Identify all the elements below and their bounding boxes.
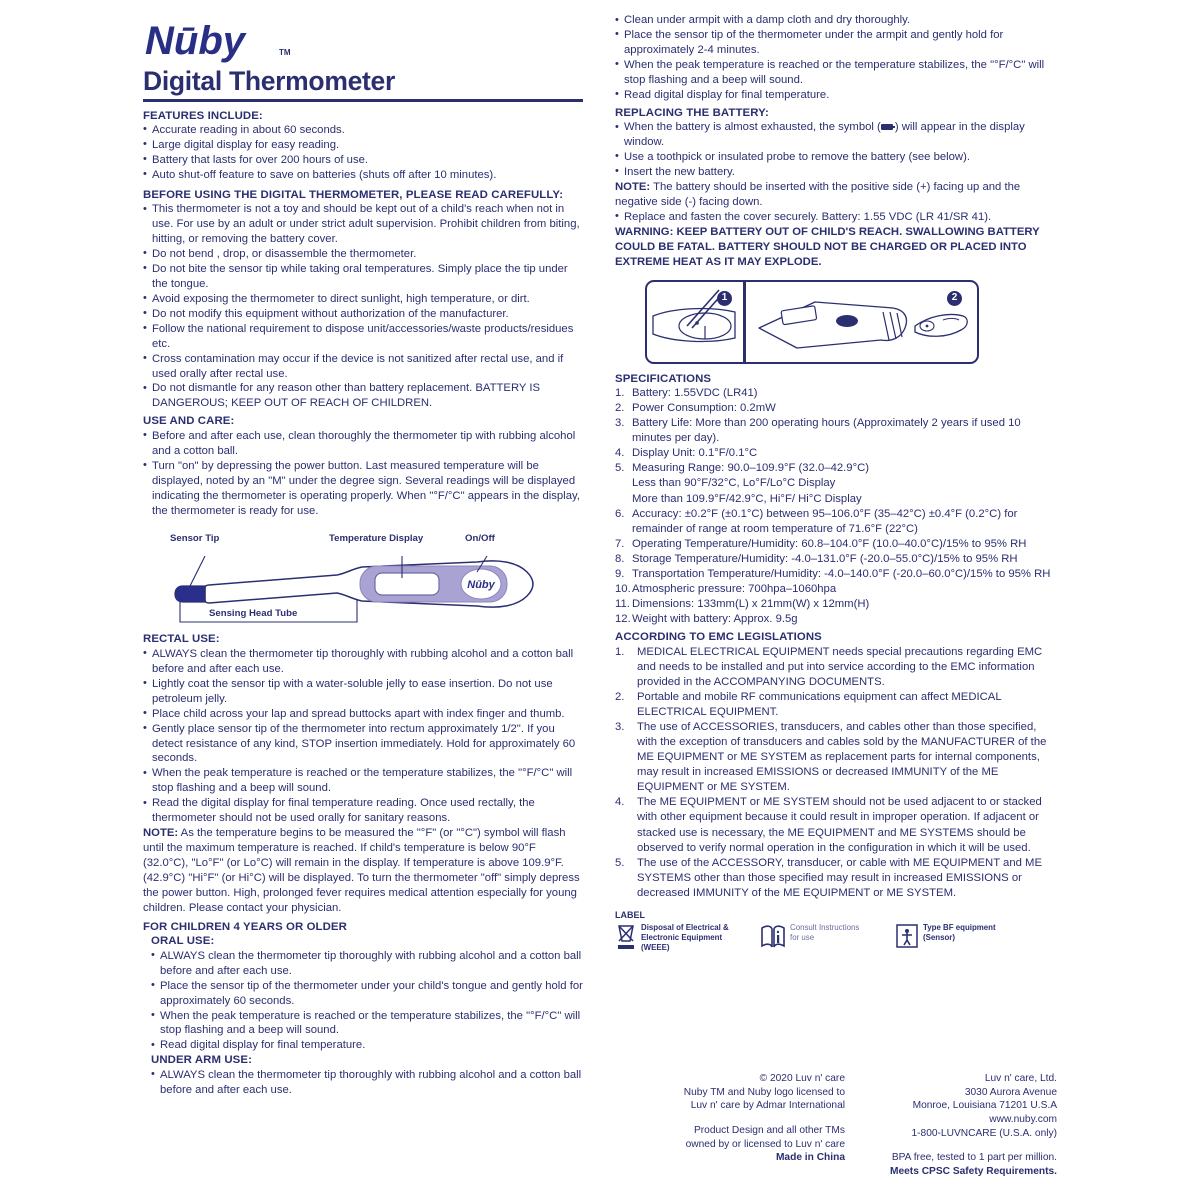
spec-number: 10. bbox=[615, 582, 631, 595]
right-column bbox=[615, 13, 1057, 953]
spec-text: Accuracy: ±0.2°F (±0.1°C) between 95–106.0°F (35–42°C) ±0.4°F (0.2°C) for remainder of range at room temperature of 71.6°F (22°C) bbox=[632, 507, 1018, 535]
list-item: • Do not bite the sensor tip while taking oral temperatures. Simply place the tip under the tongue. bbox=[143, 262, 583, 292]
list-item: • Read digital display for final temperature. bbox=[615, 88, 1057, 103]
emc-number: 2. bbox=[615, 690, 625, 703]
specifications-list bbox=[615, 386, 1057, 627]
rectal-use-heading: RECTAL USE: bbox=[143, 633, 220, 646]
list-item bbox=[615, 120, 1057, 150]
footer-text: Monroe, Louisiana 71201 U.S.A bbox=[912, 1100, 1057, 1112]
list-item: • Replace and fasten the cover securely. Battery: 1.55 VDC (LR 41/SR 41). bbox=[615, 210, 1057, 225]
list-item: • Avoid exposing the thermometer to direct sunlight, high temperature, or dirt. bbox=[143, 292, 583, 307]
spec-item bbox=[615, 386, 1057, 401]
spec-item bbox=[615, 612, 1057, 627]
footer-left bbox=[615, 1072, 845, 1179]
footer-right bbox=[845, 1072, 1057, 1179]
battery-replacement-figure bbox=[645, 280, 979, 364]
page-footer bbox=[615, 1072, 1057, 1179]
features-heading: FEATURES INCLUDE: bbox=[143, 109, 263, 122]
emc-number: 3. bbox=[615, 720, 625, 733]
spec-number: 3. bbox=[615, 417, 625, 430]
emc-number: 4. bbox=[615, 796, 625, 809]
spec-number: 11. bbox=[615, 598, 630, 611]
list-item: • Do not bend , drop, or disassemble the thermometer. bbox=[143, 247, 583, 262]
use-and-care-heading: USE AND CARE: bbox=[143, 415, 235, 428]
replacing-battery-list bbox=[615, 120, 1057, 180]
spec-item bbox=[615, 416, 1057, 446]
list-item: • Place the sensor tip of the thermometer under your child's tongue and gently hold for approximately 60 seconds. bbox=[151, 979, 583, 1009]
emc-item bbox=[615, 720, 1057, 795]
emc-item bbox=[615, 795, 1057, 855]
before-using-heading: BEFORE USING THE DIGITAL THERMOMETER, PLEASE READ CAREFULLY: bbox=[143, 188, 564, 201]
footer-text: Luv n' care by Admar International bbox=[690, 1100, 845, 1112]
list-item: • This thermometer is not a toy and should be kept out of a child's reach when not in use. For use by an adult or under strict adult supervision. Prohibit children from biting, hitting, or removing the battery cover. bbox=[143, 202, 583, 247]
emc-list bbox=[615, 645, 1057, 901]
emc-item bbox=[615, 856, 1057, 901]
spec-item bbox=[615, 461, 1057, 506]
label-sensor-tip: Sensor Tip bbox=[170, 533, 220, 545]
label-on-off: On/Off bbox=[465, 533, 495, 545]
low-battery-icon bbox=[881, 123, 895, 131]
symbol-weee bbox=[615, 922, 760, 953]
website-url[interactable]: www.nuby.com bbox=[989, 1114, 1057, 1126]
list-item: • When the peak temperature is reached or the temperature stabilizes, the "°F/°C" will stop flashing and a beep will sound. bbox=[151, 1009, 583, 1039]
spec-text: Battery Life: More than 200 operating hours (Approximately 2 years if used 10 minutes per day). bbox=[632, 417, 1021, 445]
list-item: • Auto shut-off feature to save on batteries (shuts off after 10 minutes). bbox=[143, 168, 583, 183]
rectal-use-list bbox=[143, 647, 583, 826]
before-using-list bbox=[143, 202, 583, 411]
list-item: • Turn "on" by depressing the power button. Last measured temperature will be displayed, noted by an "M" under the degree sign. Several readings will be displayed indicating the thermometer is operating properly. When "°F/°C" appears in the display, the thermometer is ready for use. bbox=[143, 459, 583, 519]
list-item: • Read the digital display for final temperature reading. Once used rectally, the thermometer should not be used orally for sanitary reasons. bbox=[143, 796, 583, 826]
emc-text: MEDICAL ELECTRICAL EQUIPMENT needs special precautions regarding EMC and needs to be installed and put into service according to the EMC information provided in the ACCOMPANYING DOCUMENTS. bbox=[637, 645, 1043, 688]
emc-item bbox=[615, 690, 1057, 720]
emc-text: The use of the ACCESSORY, transducer, or cable with ME EQUIPMENT and ME SYSTEMS other than those specified may result in increased EMISSIONS or decreased IMMUNITY of the ME EQUIPMENT or ME SYSTEM. bbox=[637, 856, 1042, 899]
spec-number: 2. bbox=[615, 402, 625, 415]
nuby-logo bbox=[143, 18, 583, 64]
device-logo-text: Nūby bbox=[467, 579, 495, 592]
oral-use-heading: ORAL USE: bbox=[151, 935, 215, 948]
svg-text:Nūby: Nūby bbox=[145, 19, 245, 63]
list-item: • Accurate reading in about 60 seconds. bbox=[143, 123, 583, 138]
list-item: • Large digital display for easy reading. bbox=[143, 138, 583, 153]
list-item: • ALWAYS clean the thermometer tip thoroughly with rubbing alcohol and a cotton ball before and after each use. bbox=[151, 1068, 583, 1098]
figure-step-1-badge: 1 bbox=[717, 291, 732, 306]
left-column bbox=[143, 0, 583, 1098]
spec-item bbox=[615, 401, 1057, 416]
title-rule bbox=[143, 99, 583, 102]
symbol-consult-instructions bbox=[760, 922, 895, 950]
symbol-weee-text: Disposal of Electrical & Electronic Equipment (WEEE) bbox=[641, 922, 729, 953]
bpa-free-text: BPA free, tested to 1 part per million. bbox=[891, 1152, 1057, 1164]
list-item: • Place the sensor tip of the thermometer under the armpit and gently hold for approximately 2-4 minutes. bbox=[615, 28, 1057, 58]
footer-spacer bbox=[615, 1113, 845, 1124]
list-item: • Gently place sensor tip of the thermometer into rectum approximately 1/2". If you detect resistance of any kind, STOP insertion immediately. Hold for approximately 60 seconds. bbox=[143, 722, 583, 767]
spec-text: Display Unit: 0.1°F/0.1°C bbox=[632, 447, 758, 460]
spec-text: Dimensions: 133mm(L) x 21mm(W) x 12mm(H) bbox=[632, 598, 870, 611]
spec-item bbox=[615, 507, 1057, 537]
spec-item bbox=[615, 582, 1057, 597]
spec-text: Atmospheric pressure: 700hpa–1060hpa bbox=[632, 582, 837, 595]
list-item: • ALWAYS clean the thermometer tip thoroughly with rubbing alcohol and a cotton ball before and after each use. bbox=[151, 949, 583, 979]
thermometer-diagram bbox=[147, 528, 577, 628]
list-item: • Insert the new battery. bbox=[615, 165, 1057, 180]
replacing-battery-heading: REPLACING THE BATTERY: bbox=[615, 106, 769, 119]
type-bf-icon bbox=[895, 922, 919, 950]
emc-text: The use of ACCESSORIES, transducers, and cables other than those specified, with the exception of transducers and cables sold by the MANUFACTURER of the ME EQUIPMENT or ME SYSTEM as replacement parts for internal components, may result in increased EMISSIONS or decreased IMMUNITY of the ME EQUIPMENT or ME SYSTEM. bbox=[637, 720, 1047, 794]
emc-heading: ACCORDING TO EMC LEGISLATIONS bbox=[615, 631, 822, 644]
footer-spacer bbox=[845, 1140, 1057, 1151]
spec-item bbox=[615, 537, 1057, 552]
spec-item bbox=[615, 597, 1057, 612]
spec-number: 6. bbox=[615, 507, 625, 520]
spec-number: 9. bbox=[615, 567, 625, 580]
spec-item bbox=[615, 446, 1057, 461]
phone-number: 1-800-LUVNCARE (U.S.A. only) bbox=[911, 1127, 1057, 1139]
list-item: • When the peak temperature is reached or the temperature stabilizes, the "°F/°C" will stop flashing and a beep will sound. bbox=[615, 58, 1057, 88]
list-item: • Do not modify this equipment without authorization of the manufacturer. bbox=[143, 307, 583, 322]
label-temperature-display: Temperature Display bbox=[329, 533, 424, 545]
note-text: As the temperature begins to be measured the "°F" (or "°C") symbol will flash until the maximum temperature is reached. If child's temperature is below 90°F (32.0°C), "Lo°F" (or Lo°C) will remain in the display. If temperature is above 109.9°F. (42.9°C) "Hi°F" (or Hi°C) will be displayed. To turn the thermometer "off" simply depress the power button. High, prolonged fever requires medical attention especially for young children. Please contact your physician. bbox=[143, 827, 580, 915]
made-in-china: Made in China bbox=[775, 1152, 845, 1164]
company-name: Luv n' care, Ltd. bbox=[984, 1073, 1057, 1084]
symbol-type-bf bbox=[895, 922, 996, 950]
spec-number: 5. bbox=[615, 462, 625, 475]
under-arm-use-heading: UNDER ARM USE: bbox=[151, 1054, 252, 1067]
battery-symbol-text-before: When the battery is almost exhausted, the symbol ( bbox=[624, 121, 881, 134]
footer-text: © 2020 Luv n' care bbox=[759, 1073, 845, 1084]
list-item: • Clean under armpit with a damp cloth and dry thoroughly. bbox=[615, 13, 1057, 28]
battery-note bbox=[615, 180, 1057, 210]
spec-item bbox=[615, 567, 1057, 582]
label-sensing-head-tube: Sensing Head Tube bbox=[209, 608, 298, 620]
symbol-type-bf-text: Type BF equipment (Sensor) bbox=[923, 922, 996, 943]
emc-number: 5. bbox=[615, 856, 625, 869]
specifications-heading: SPECIFICATIONS bbox=[615, 372, 712, 385]
list-item: • Use a toothpick or insulated probe to remove the battery (see below). bbox=[615, 150, 1057, 165]
rectal-note bbox=[143, 826, 583, 916]
spec-subline: Less than 90°F/32°C, Lo°F/Lo°C Display bbox=[632, 477, 836, 490]
spec-text: Power Consumption: 0.2mW bbox=[632, 402, 776, 415]
spec-item bbox=[615, 552, 1057, 567]
spec-number: 8. bbox=[615, 552, 625, 565]
battery-final-list bbox=[615, 210, 1057, 225]
footer-text: owned by or licensed to Luv n' care bbox=[685, 1138, 845, 1150]
weee-bin-icon bbox=[615, 922, 637, 952]
footer-text: Nuby TM and Nuby logo licensed to bbox=[683, 1086, 845, 1098]
battery-warning: WARNING: KEEP BATTERY OUT OF CHILD'S REACH. SWALLOWING BATTERY COULD BE FATAL. BATTERY SHOULD NOT BE CHARGED OR PLACED INTO EXTREME HEAT AS IT MAY EXPLODE. bbox=[615, 225, 1040, 268]
page-title: Digital Thermometer bbox=[143, 66, 395, 96]
symbol-consult-text: Consult Instructions for use bbox=[790, 922, 860, 943]
logo-tm: TM bbox=[279, 48, 291, 57]
emc-text: Portable and mobile RF communications equipment can affect MEDICAL ELECTRICAL EQUIPMENT. bbox=[637, 690, 1002, 718]
list-item: • ALWAYS clean the thermometer tip thoroughly with rubbing alcohol and a cotton ball before and after each use. bbox=[143, 647, 583, 677]
figure-step-2-badge: 2 bbox=[947, 291, 962, 306]
nuby-logo-icon bbox=[143, 18, 303, 64]
spec-number: 4. bbox=[615, 447, 625, 460]
spec-number: 12. bbox=[615, 613, 631, 626]
emc-item bbox=[615, 645, 1057, 690]
features-list bbox=[143, 123, 583, 183]
spec-text: Weight with battery: Approx. 9.5g bbox=[632, 613, 798, 626]
label-heading: LABEL bbox=[615, 909, 645, 920]
spec-text: Storage Temperature/Humidity: -4.0–131.0°F (-20.0–55.0°C)/15% to 95% RH bbox=[632, 552, 1018, 565]
under-arm-use-list bbox=[151, 1068, 583, 1098]
spec-subline: More than 109.9°F/42.9°C, Hi°F/ Hi°C Display bbox=[632, 492, 862, 505]
list-item: • Before and after each use, clean thoroughly the thermometer tip with rubbing alcohol and a cotton ball. bbox=[143, 429, 583, 459]
footer-text: 3030 Aurora Avenue bbox=[964, 1086, 1057, 1098]
list-item: • Do not dismantle for any reason other than battery replacement. BATTERY IS DANGEROUS; KEEP OUT OF REACH OF CHILDREN. bbox=[143, 381, 583, 411]
battery-symbol-text-after: ) will appear in the display window. bbox=[624, 121, 1025, 149]
list-item: • When the peak temperature is reached or the temperature stabilizes, the "°F/°C" will stop flashing and a beep will sound. bbox=[143, 766, 583, 796]
spec-text: Battery: 1.55VDC (LR41) bbox=[632, 386, 758, 399]
children-age-heading: FOR CHILDREN 4 YEARS OR OLDER bbox=[143, 920, 347, 933]
list-item: • Follow the national requirement to dispose unit/accessories/waste products/residues etc. bbox=[143, 322, 583, 352]
symbol-row bbox=[615, 922, 1057, 953]
battery-replacement-illustration-icon bbox=[647, 282, 973, 358]
spec-number: 7. bbox=[615, 537, 625, 550]
list-item: • Cross contamination may occur if the device is not sanitized after rectal use, and if used orally after rectal use. bbox=[143, 352, 583, 382]
oral-use-list bbox=[151, 949, 583, 1054]
list-item: • Place child across your lap and spread buttocks apart with index finger and thumb. bbox=[143, 707, 583, 722]
note-label: NOTE: bbox=[143, 827, 179, 840]
list-item: • Battery that lasts for over 200 hours of use. bbox=[143, 153, 583, 168]
consult-instructions-icon bbox=[760, 922, 786, 950]
spec-text: Measuring Range: 90.0–109.9°F (32.0–42.9°C) bbox=[632, 462, 870, 475]
label-section bbox=[615, 910, 1057, 953]
spec-text: Operating Temperature/Humidity: 60.8–104.0°F (10.0–40.0°C)/15% to 95% RH bbox=[632, 537, 1027, 550]
list-item: • Read digital display for final temperature. bbox=[151, 1038, 583, 1053]
spec-number: 1. bbox=[615, 386, 625, 399]
battery-note-text: The battery should be inserted with the positive side (+) facing up and the negative side (-) facing down. bbox=[615, 180, 1021, 208]
list-item: • Lightly coat the sensor tip with a water-soluble jelly to ease insertion. Do not use petroleum jelly. bbox=[143, 677, 583, 707]
emc-text: The ME EQUIPMENT or ME SYSTEM should not be used adjacent to or stacked with other equipment because it could result in improper operation. If adjacent or stacked use is necessary, the ME EQUIPMENT and ME SYSTEMS should be observed to verify normal operation in the configuration in which it will be used. bbox=[637, 796, 1042, 854]
under-arm-continued-list bbox=[615, 13, 1057, 103]
use-and-care-list bbox=[143, 429, 583, 519]
emc-number: 1. bbox=[615, 645, 625, 658]
cpsc-compliance-text: Meets CPSC Safety Requirements. bbox=[889, 1166, 1057, 1178]
spec-text: Transportation Temperature/Humidity: -4.0–140.0°F (-20.0–60.0°C)/15% to 95% RH bbox=[632, 567, 1051, 580]
footer-text: Product Design and all other TMs bbox=[693, 1125, 845, 1137]
battery-note-label: NOTE: bbox=[615, 180, 651, 193]
